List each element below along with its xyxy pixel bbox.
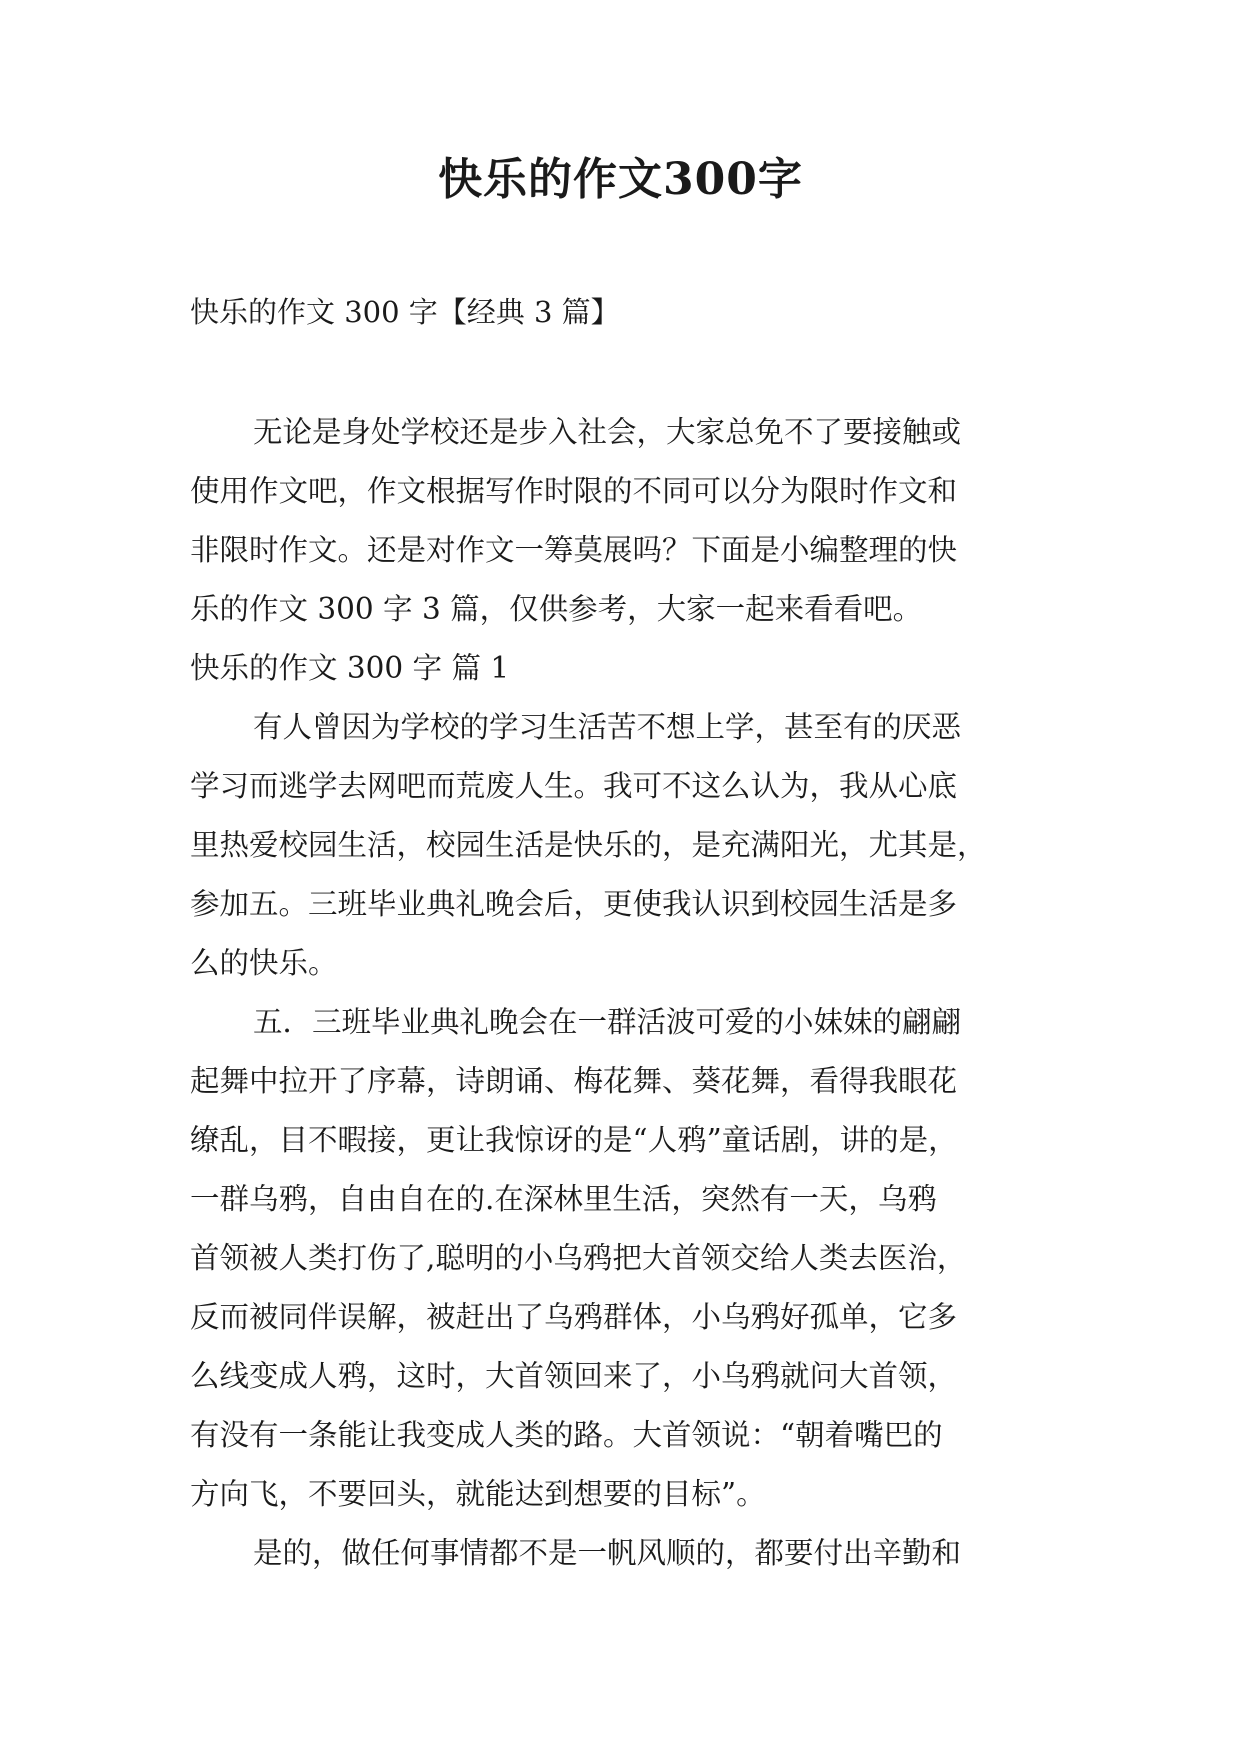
body-line: 快乐的作文 300 字 篇 1 [190,651,510,685]
body-line: 乐的作文 300 字 3 篇，仅供参考，大家一起来看看吧。 [190,592,923,626]
body-line: 无论是身处学校还是步入社会，大家总免不了要接触或 [253,415,962,449]
body-line: 缭乱，目不暇接，更让我惊讶的是“人鸦”童话剧，讲的是， [190,1123,958,1157]
body-line: 么线变成人鸦，这时，大首领回来了，小乌鸦就问大首领， [190,1359,958,1393]
body-line: 里热爱校园生活，校园生活是快乐的，是充满阳光，尤其是， [190,828,987,862]
body-line: 使用作文吧，作文根据写作时限的不同可以分为限时作文和 [190,474,958,508]
body-line: 首领被人类打伤了,聪明的小乌鸦把大首领交给人类去医治， [190,1241,967,1275]
body-line: 有没有一条能让我变成人类的路。大首领说：“朝着嘴巴的 [190,1418,943,1452]
body-line: 非限时作文。还是对作文一筹莫展吗？下面是小编整理的快 [190,533,958,567]
document-title: 快乐的作文300字 [438,154,803,205]
body-line: 一群乌鸦，自由自在的.在深林里生活，突然有一天，乌鸦 [190,1182,937,1216]
body-line: 是的，做任何事情都不是一帆风顺的，都要付出辛勤和 [253,1536,962,1570]
body-line: 方向飞，不要回头，就能达到想要的目标”。 [190,1477,766,1511]
body-line: 五．三班毕业典礼晚会在一群活波可爱的小妹妹的翩翩 [253,1005,962,1039]
body-line: 参加五。三班毕业典礼晚会后，更使我认识到校园生活是多 [190,887,958,921]
document-subtitle: 快乐的作文 300 字【经典 3 篇】 [190,295,620,329]
body-line: 起舞中拉开了序幕，诗朗诵、梅花舞、葵花舞，看得我眼花 [190,1064,958,1098]
body-line: 学习而逃学去网吧而荒废人生。我可不这么认为，我从心底 [190,769,958,803]
document-body [190,403,1050,1583]
body-line: 反而被同伴误解，被赶出了乌鸦群体，小乌鸦好孤单，它多 [190,1300,958,1334]
body-line: 有人曾因为学校的学习生活苦不想上学，甚至有的厌恶 [253,710,962,744]
body-line: 么的快乐。 [190,946,338,980]
